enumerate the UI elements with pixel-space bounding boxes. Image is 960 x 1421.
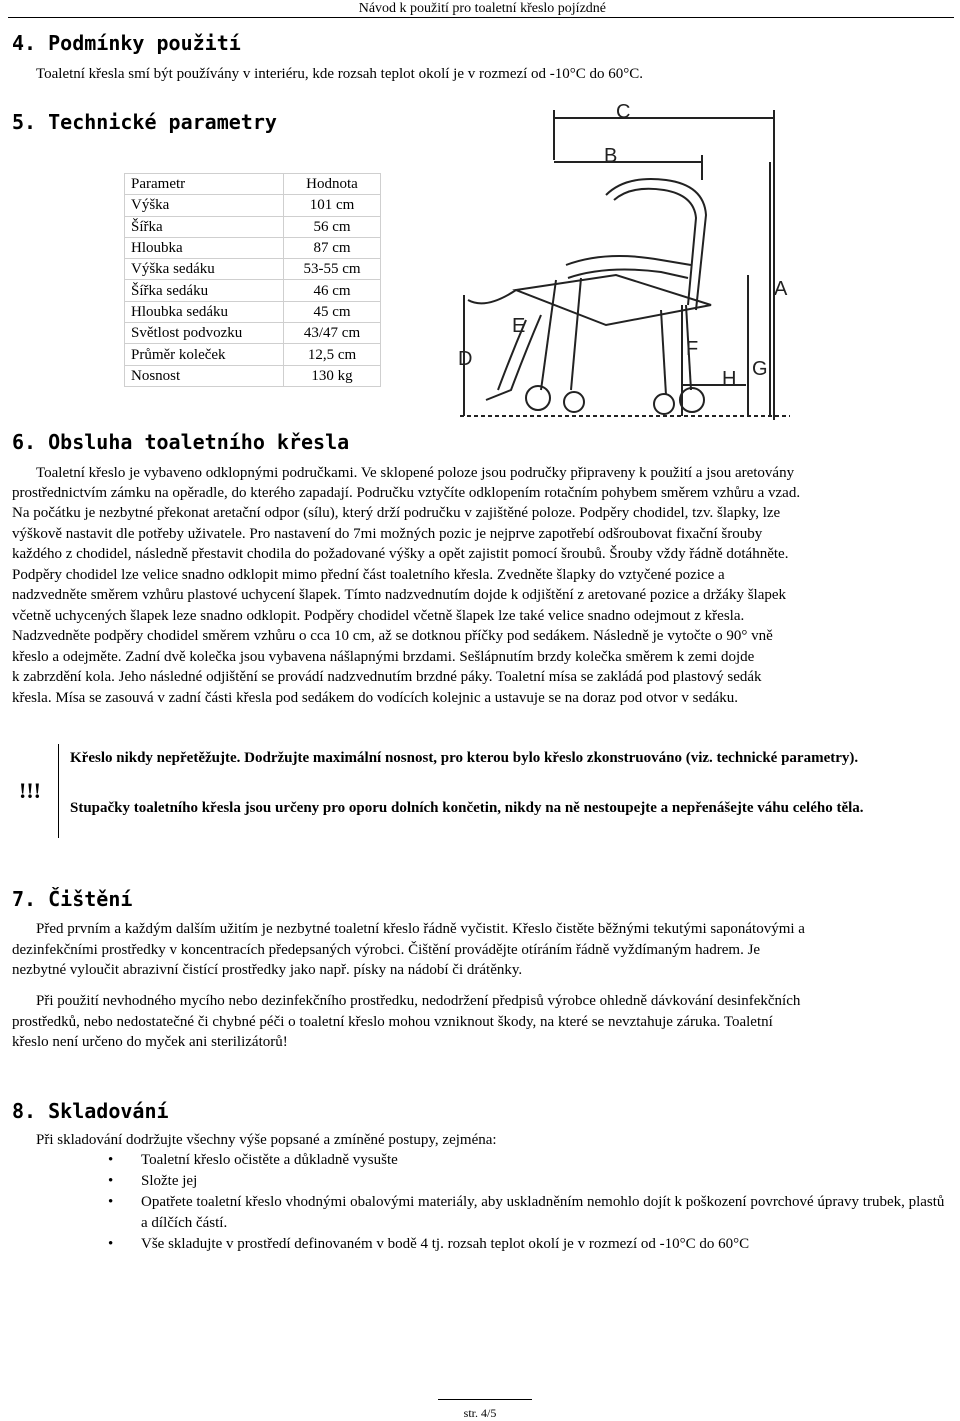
section-4-text: Toaletní křesla smí být používány v interiéru, kde rozsah teplot okolí je v rozmezí od -10°C do 60°C. [36, 66, 644, 82]
table-row [125, 195, 381, 216]
chair-wheel [680, 388, 704, 412]
chair-backrest [606, 179, 706, 310]
section-7-heading: 7. Čištění [12, 887, 133, 911]
section-8-heading: 8. Skladování [12, 1099, 169, 1123]
storage-list [108, 1150, 950, 1255]
table-row [125, 237, 381, 258]
param-name: Hloubka sedáku [125, 301, 284, 322]
section-5-heading: 5. Technické parametry [12, 110, 277, 134]
param-name: Průměr koleček [125, 344, 284, 365]
chair-frame [661, 310, 666, 395]
chair-armrest [566, 256, 691, 265]
warning-text-1: Křeslo nikdy nepřetěžujte. Dodržujte maximální nosnost, pro kterou bylo křeslo zkonstruováno (viz. technické parametry). [70, 750, 859, 766]
section-6-line: výškově nastavit dle potřeby uživatele. Pro nastavení do 7mi možných pozic je nejprve zapotřebí odšroubovat fixační šrouby [12, 526, 763, 542]
table-header-cell: Hodnota [284, 174, 381, 195]
param-value: 56 cm [284, 216, 381, 237]
section-6-line: Podpěry chodidel lze velice snadno odklopit mimo přední část toaletního křesla. Zvedněte šlapky do vztyčené pozice a [12, 567, 725, 583]
section-6-line: prostřednictvím zámku na opěradle, do kterého zapadají. Područku vztyčíte odklopením rotačním pohybem směrem vzhůru a vzad. [12, 485, 801, 501]
section-7-line: dezinfekčními prostředky v koncentracích předepsaných výrobci. Čištění provádějte otíráním řádně vyždímaným hadrem. Je [12, 942, 761, 958]
param-name: Hloubka [125, 237, 284, 258]
table-row [125, 365, 381, 386]
warning-mark: !!! [19, 778, 41, 803]
table-row [125, 280, 381, 301]
warning-divider [58, 744, 59, 838]
section-6-line: Na počátku je nezbytné překonat aretační odpor (sílu), který drží područku v zajištěné poloze. Podpěry chodidel, tzv. šlapky, lze [12, 505, 781, 521]
param-name: Výška [125, 195, 284, 216]
dimension-line [468, 290, 516, 303]
param-value: 87 cm [284, 237, 381, 258]
param-name: Výška sedáku [125, 259, 284, 280]
param-value: 130 kg [284, 365, 381, 386]
section-7-line: Při použití nevhodného mycího nebo dezinfekčního prostředku, nedodržení předpisů výrobce ohledně dávkování desinfekčních [36, 993, 801, 1009]
section-6-line: křesla. Mísa se zasouvá v zadní části křesla pod sedákem do vodících kolejnic a ustavuje se na doraz pod otvor v sedáku. [12, 690, 739, 706]
list-item [108, 1234, 950, 1255]
table-header-cell: Parametr [125, 174, 284, 195]
table-row [125, 344, 381, 365]
section-6-line: k zabrzdění kola. Jeho následné odjištění se provádí nadzvednutím brzdné páky. Toaletní mísa se zakládá pod plastový sedák [12, 669, 762, 685]
list-item-text: Vše skladujte v prostředí definovaném v bodě 4 tj. rozsah teplot okolí je v rozmezí od -10°C do 60°C [141, 1236, 750, 1252]
section-6-line: křeslo a odejměte. Zadní dvě kolečka jsou vybavena nášlapnými brzdami. Sešlápnutím brzdy kolečka směrem k zemi dojde [12, 649, 755, 665]
chair-wheel [526, 386, 550, 410]
page-number: str. 4/5 [463, 1406, 497, 1420]
dimension-label-h: H [722, 368, 737, 390]
dimension-label-e: E [512, 315, 526, 337]
table-row [125, 216, 381, 237]
chair-frame [541, 280, 556, 390]
section-7-line: nezbytné vyloučit abrazivní čistící prostředky jako např. písky na nádobí či drátěnky. [12, 962, 523, 978]
param-name: Šířka [125, 216, 284, 237]
section-4-heading: 4. Podmínky použití [12, 31, 241, 55]
dimension-label-f: F [686, 338, 699, 360]
dimension-label-a: A [774, 278, 788, 300]
param-value: 45 cm [284, 301, 381, 322]
section-7-line: prostředků, nebo nedostatečné či chybné péči o toaletní křeslo mohou vzniknout škody, na které se nevztahuje záruka. Toaletní [12, 1014, 773, 1030]
section-7-line: křeslo není určeno do myček ani sterilizátorů! [12, 1034, 288, 1050]
list-item [108, 1150, 950, 1171]
section-6-line: Toaletní křeslo je vybaveno odklopnými područkami. Ve sklopené poloze jsou područky připraveny k použití a jsou aretovány [36, 465, 795, 481]
section-6-line: včetně uchycených šlapek leze snadno odklopit. Podpěry chodidel včetně šlapek lze také velice snadno odejmout z křesla. [12, 608, 745, 624]
table-header-row [125, 174, 381, 195]
chair-wheel [654, 394, 674, 414]
list-item [108, 1192, 950, 1234]
param-value: 101 cm [284, 195, 381, 216]
bullet-icon: • [108, 1173, 114, 1189]
chair-frame [571, 278, 581, 390]
table-row [125, 301, 381, 322]
chair-wheel [564, 392, 584, 412]
list-item-text: Toaletní křeslo očistěte a důkladně vysušte [141, 1152, 398, 1168]
footer-divider [438, 1399, 532, 1400]
section-6-line: nadzvedněte směrem vzhůru plastové uchycení šlapek. Tímto nadzvednutím dojde k odjištění z aretované pozice a držáky šlapek [12, 587, 787, 603]
dimension-label-c: C [616, 101, 631, 123]
param-name: Světlost podvozku [125, 323, 284, 344]
table-row [125, 323, 381, 344]
list-item-text: Opatřete toaletní křeslo vhodnými obalovými materiály, aby uskladněním nemohlo dojít k poškození povrchové úpravy trubek, plastů a dílčích částí. [141, 1194, 945, 1231]
dimension-label-d: D [458, 348, 473, 370]
list-item [108, 1171, 950, 1192]
chair-dimension-drawing [456, 100, 792, 425]
table-row [125, 259, 381, 280]
technical-parameters-table [124, 173, 381, 387]
dimension-label-g: G [752, 358, 768, 380]
header-divider [8, 17, 954, 18]
section-6-line: každého z chodidel, následně přestavit chodila do požadované výšky a opět zajistit pomocí šroubů. Šrouby vždy řádně dotáhněte. [12, 546, 789, 562]
warning-text-2: Stupačky toaletního křesla jsou určeny pro oporu dolních končetin, nikdy na ně nestoupejte a nepřenášejte váhu celého těla. [70, 800, 864, 816]
param-name: Šířka sedáku [125, 280, 284, 301]
param-value: 12,5 cm [284, 344, 381, 365]
bullet-icon: • [108, 1194, 114, 1210]
bullet-icon: • [108, 1236, 114, 1252]
param-value: 53-55 cm [284, 259, 381, 280]
section-8-intro: Při skladování dodržujte všechny výše popsané a zmíněné postupy, zejména: [36, 1132, 497, 1148]
param-value: 43/47 cm [284, 323, 381, 344]
dimension-label-b: B [604, 145, 618, 167]
list-item-text: Složte jej [141, 1173, 198, 1189]
bullet-icon: • [108, 1152, 114, 1168]
chair-armrest [568, 270, 688, 278]
document-header-title: Návod k použití pro toaletní křeslo pojízdné [358, 1, 606, 16]
param-name: Nosnost [125, 365, 284, 386]
section-6-heading: 6. Obsluha toaletního křesla [12, 430, 350, 454]
section-7-line: Před prvním a každým dalším užitím je nezbytné toaletní křeslo řádně vyčistit. Křeslo čistěte běžnými tekutými saponátovými a [36, 921, 805, 937]
section-6-line: Nadzvedněte podpěry chodidel směrem vzhůru o cca 10 cm, až se dotknou příčky pod sedákem. Následně je vytočte o 90° vně [12, 628, 773, 644]
param-value: 46 cm [284, 280, 381, 301]
